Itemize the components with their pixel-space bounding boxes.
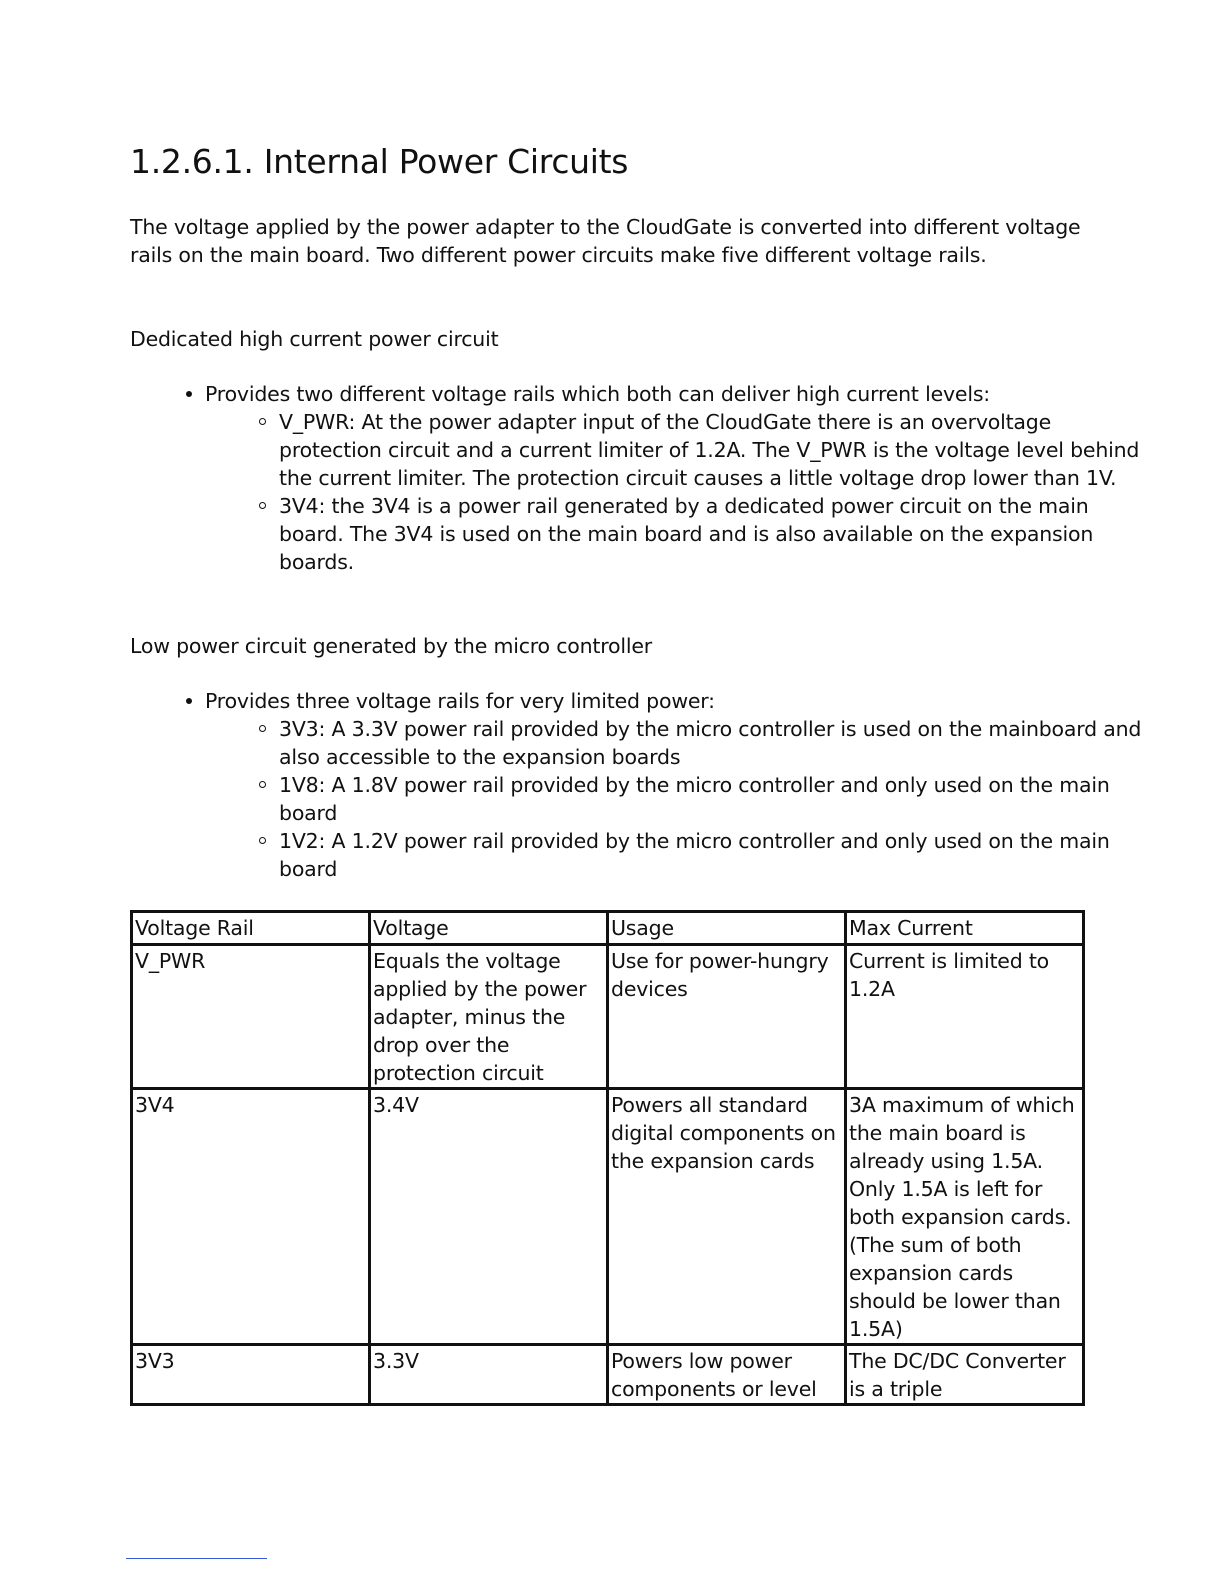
table-cell: Powers low power components or level xyxy=(608,1345,846,1405)
low-power-heading: Low power circuit generated by the micro controller xyxy=(130,634,653,658)
table-cell: Powers all standard digital components on the expansion cards xyxy=(608,1089,846,1345)
header-max-current: Max Current xyxy=(846,912,1084,945)
table-cell: 3V3 xyxy=(132,1345,370,1405)
header-voltage-rail: Voltage Rail xyxy=(132,912,370,945)
high-current-bullet: Provides two different voltage rails which both can deliver high current levels: xyxy=(205,382,991,406)
intro-paragraph: The voltage applied by the power adapter to the CloudGate is converted into different voltage rails on the main board. Two different power circuits make five different voltage rails. xyxy=(130,215,1081,267)
header-usage: Usage xyxy=(608,912,846,945)
table-cell: Use for power-hungry devices xyxy=(608,945,846,1089)
footnote-divider xyxy=(126,1558,267,1559)
voltage-rails-table xyxy=(130,910,1085,1406)
list-item: 1V8: A 1.8V power rail provided by the micro controller and only used on the main board xyxy=(279,771,1157,827)
table-cell: Equals the voltage applied by the power adapter, minus the drop over the protection circuit xyxy=(370,945,608,1089)
table-cell: 3.4V xyxy=(370,1089,608,1345)
table-row xyxy=(132,1089,1084,1345)
table-header-row xyxy=(132,912,1084,945)
low-power-bullet: Provides three voltage rails for very limited power: xyxy=(205,689,715,713)
table-cell: The DC/DC Converter is a triple xyxy=(846,1345,1084,1405)
table-cell: Current is limited to 1.2A xyxy=(846,945,1084,1089)
table-cell: 3A maximum of which the main board is already using 1.5A. Only 1.5A is left for both expansion cards. (The sum of both expansion cards should be lower than 1.5A) xyxy=(846,1089,1084,1345)
table-row xyxy=(132,945,1084,1089)
high-current-heading: Dedicated high current power circuit xyxy=(130,327,499,351)
list-item: V_PWR: At the power adapter input of the CloudGate there is an overvoltage protection circuit and a current limiter of 1.2A. The V_PWR is the voltage level behind the current limiter. The protection circuit causes a little voltage drop lower than 1V. xyxy=(279,408,1157,492)
table-cell: V_PWR xyxy=(132,945,370,1089)
table-cell: 3.3V xyxy=(370,1345,608,1405)
list-item: 3V3: A 3.3V power rail provided by the micro controller is used on the mainboard and also accessible to the expansion boards xyxy=(279,715,1157,771)
header-voltage: Voltage xyxy=(370,912,608,945)
table-row xyxy=(132,1345,1084,1405)
list-item: 1V2: A 1.2V power rail provided by the micro controller and only used on the main board xyxy=(279,827,1157,883)
list-item: 3V4: the 3V4 is a power rail generated by a dedicated power circuit on the main board. The 3V4 is used on the main board and is also available on the expansion boards. xyxy=(279,492,1157,576)
table-cell: 3V4 xyxy=(132,1089,370,1345)
section-title: 1.2.6.1. Internal Power Circuits xyxy=(130,142,629,181)
